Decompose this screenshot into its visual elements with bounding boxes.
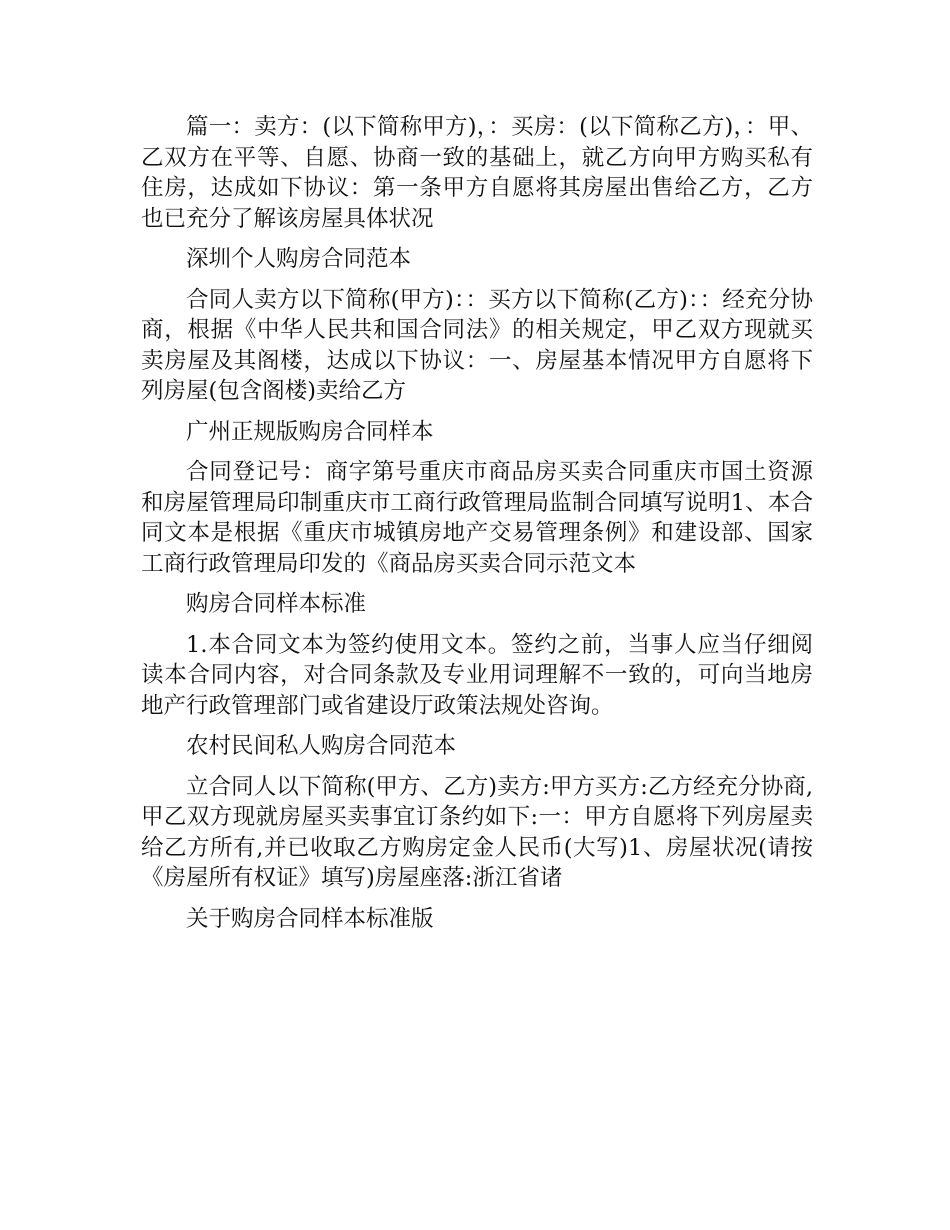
section-heading-standard: 购房合同样本标准: [186, 591, 367, 617]
paragraph-rural: 立合同人以下简称(甲方、乙方)卖方:甲方买方:乙方经充分协商,甲乙双方现就房屋买卖事宜订条约如下:一：甲方自愿将下列房屋卖给乙方所有,并已收取乙方购房定金人民币(大写)1、房屋状况(请按《房屋所有权证》填写)房屋座落:浙江省诸: [141, 773, 813, 891]
paragraph-standard: 1.本合同文本为签约使用文本。签约之前，当事人应当仔细阅读本合同内容，对合同条款及专业用词理解不一致的，可向当地房地产行政管理部门或省建设厅政策法规处咨询。: [141, 631, 813, 719]
paragraph-intro: 篇一：卖方：(以下简称甲方)，：买房：(以下简称乙方)，：甲、乙双方在平等、自愿、协商一致的基础上，就乙方向甲方购买私有住房，达成如下协议：第一条甲方自愿将其房屋出售给乙方，乙方也已充分了解该房屋具体状况: [141, 114, 813, 232]
paragraph-shenzhen: 合同人卖方以下简称(甲方)：：买方以下简称(乙方)：：经充分协商，根据《中华人民共和国合同法》的相关规定，甲乙双方现就买卖房屋及其阁楼，达成以下协议：一、房屋基本情况甲方自愿将下列房屋(包含阁楼)卖给乙方: [141, 286, 813, 404]
paragraph-guangzhou: 合同登记号：商字第号重庆市商品房买卖合同重庆市国土资源和房屋管理局印制重庆市工商行政管理局监制合同填写说明1、本合同文本是根据《重庆市城镇房地产交易管理条例》和建设部、国家工商行政管理局印发的《商品房买卖合同示范文本: [141, 459, 813, 577]
section-heading-standard-edition: 关于购房合同样本标准版: [186, 905, 434, 932]
section-heading-shenzhen: 深圳个人购房合同范本: [186, 246, 412, 272]
section-heading-rural: 农村民间私人购房合同范本: [186, 733, 457, 759]
section-heading-guangzhou: 广州正规版购房合同样本: [186, 418, 434, 445]
document-body: [141, 112, 813, 944]
